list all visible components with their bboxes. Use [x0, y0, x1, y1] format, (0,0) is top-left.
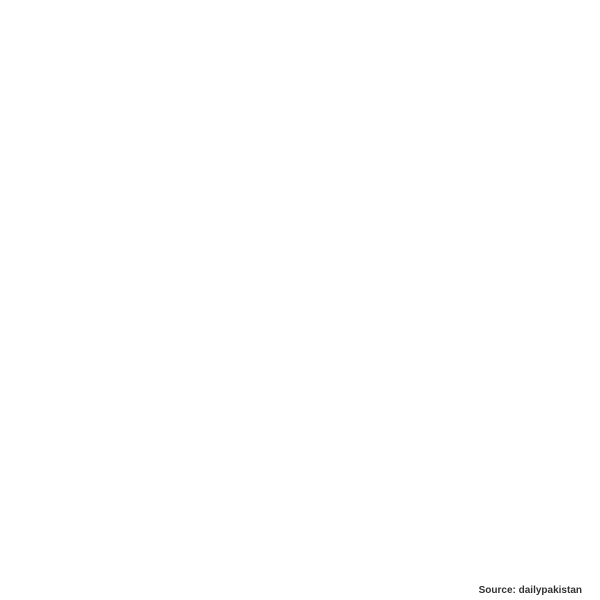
article-headline — [14, 8, 586, 32]
source-credit: Source: dailypakistan — [478, 585, 582, 596]
article-paragraph-4 — [14, 488, 586, 542]
article-paragraph-3 — [14, 327, 586, 462]
article-paragraph-2 — [14, 174, 586, 309]
article-paragraph-1 — [14, 46, 586, 154]
